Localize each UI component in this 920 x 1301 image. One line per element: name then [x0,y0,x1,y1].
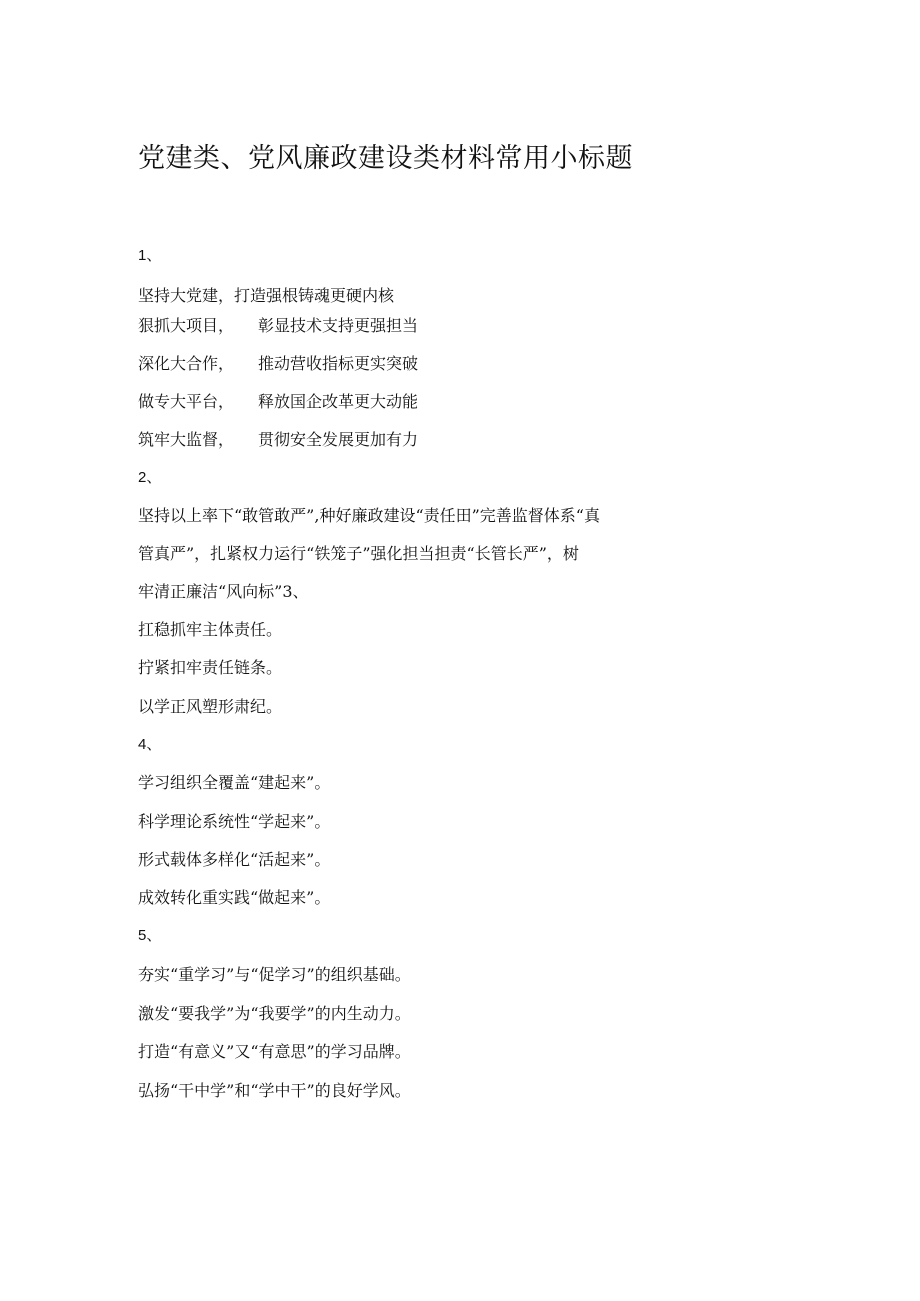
text-line-part: 狠抓大项目， [138,316,235,335]
text-line-part: 贯彻安全发展更加有力 [258,430,419,449]
text-line-part: 彰显技术支持更强担当 [258,316,419,335]
text-line: 夯实“重学习”与“促学习”的组织基础。 [138,965,411,984]
section-number: 1、 [138,247,162,264]
text-line: 拧紧扣牢责任链条。 [138,658,283,677]
text-line: 成效转化重实践“做起来”。 [138,888,331,907]
text-line: 科学理论系统性“学起来”。 [138,812,331,831]
text-line: 管真严”，扎紧权力运行“铁笼子”强化担当担责“长管长严”，树 [138,544,579,563]
text-line [138,286,394,306]
text-line-part: 筑牢大监督， [138,430,235,449]
text-line-part: 推动营收指标更实突破 [258,354,419,373]
section-number: 4、 [138,736,162,753]
text-line: 以学正风塑形肃纪。 [138,697,283,716]
text-line: 坚持以上率下“敢管敢严”,种好廉政建设“责任田”完善监督体系“真 [138,506,600,525]
text-line: 激发“要我学”为“我要学”的内生动力。 [138,1004,411,1023]
text-line-part: 坚持大党建，打造强根铸魂更硬内核 [138,286,395,305]
text-line: 弘扬“干中学”和“学中干”的良好学风。 [138,1081,411,1100]
text-line [138,430,418,450]
text-line: 扛稳抓牢主体责任。 [138,620,283,639]
text-line [138,392,418,412]
section-number: 5、 [138,927,162,944]
section-number: 2、 [138,469,162,486]
text-line-part: 深化大合作， [138,354,235,373]
text-line [138,354,418,374]
text-line: 牢清正廉洁“风向标”3、 [138,582,309,601]
text-line: 学习组织全覆盖“建起来”。 [138,773,331,792]
text-line: 形式载体多样化“活起来”。 [138,850,331,869]
text-line: 打造“有意义”又“有意思”的学习品牌。 [138,1042,411,1061]
text-line-part: 做专大平台， [138,392,235,411]
text-line-part: 释放国企改革更大动能 [258,392,419,411]
document-title: 党建类、党风廉政建设类材料常用小标题 [138,143,633,174]
text-line [138,316,418,336]
